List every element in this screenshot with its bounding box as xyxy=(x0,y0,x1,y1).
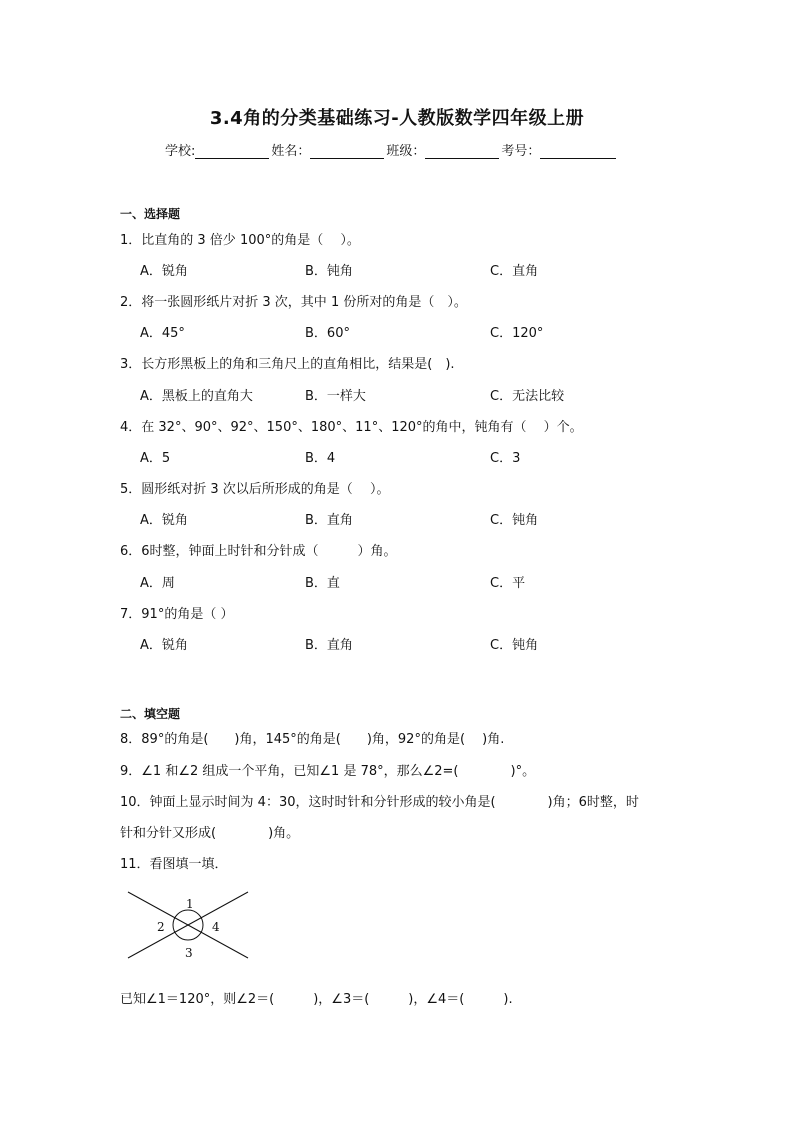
question-11: 11．看图填一填． xyxy=(120,857,228,872)
q3-option-b[interactable]: B．一样大 xyxy=(305,389,366,404)
question-9: 9．∠1 和∠2 组成一个平角，已知∠1 是 78°，那么∠2=( )°。 xyxy=(120,764,536,779)
q3-option-c[interactable]: C．无法比较 xyxy=(490,389,565,404)
section-heading-fill: 二、填空题 xyxy=(120,707,181,721)
name-label: 姓名： xyxy=(271,144,311,159)
q7-option-b[interactable]: B．直角 xyxy=(305,638,353,653)
question-4: 4．在 32°、90°、92°、150°、180°、11°、120°的角中，钝角有（ ）个。 xyxy=(120,420,583,435)
q4-option-c[interactable]: C．3 xyxy=(490,451,521,466)
section-heading-choice: 一、选择题 xyxy=(120,207,181,221)
question-10-line-1: 10．钟面上显示时间为 4：30，这时时针和分针形成的较小角是( )角；6时整，时 xyxy=(120,795,639,810)
q3-option-a[interactable]: A．黑板上的直角大 xyxy=(140,389,253,404)
question-1: 1．比直角的 3 倍少 100°的角是（ ）。 xyxy=(120,233,360,248)
q2-option-b[interactable]: B．60° xyxy=(305,326,350,341)
q1-option-a[interactable]: A．锐角 xyxy=(140,264,188,279)
q1-option-c[interactable]: C．直角 xyxy=(490,264,539,279)
angle-label-2: 2 xyxy=(157,920,165,934)
name-blank[interactable] xyxy=(310,144,384,159)
question-3: 3．长方形黑板上的角和三角尺上的直角相比，结果是( ). xyxy=(120,357,455,372)
class-label: 班级： xyxy=(386,144,426,159)
q6-option-c[interactable]: C．平 xyxy=(490,576,526,591)
question-11-answer-line: 已知∠1＝120°，则∠2＝( )，∠3＝( )，∠4＝( ). xyxy=(120,992,513,1007)
q5-option-b[interactable]: B．直角 xyxy=(305,513,353,528)
q6-option-a[interactable]: A．周 xyxy=(140,576,175,591)
q2-option-c[interactable]: C．120° xyxy=(490,326,544,341)
number-blank[interactable] xyxy=(540,144,616,159)
q5-option-c[interactable]: C．钝角 xyxy=(490,513,539,528)
page-title: 3.4角的分类基础练习-人教版数学四年级上册 xyxy=(209,108,585,129)
angle-label-1: 1 xyxy=(186,897,194,911)
question-7: 7．91°的角是（ ） xyxy=(120,607,234,622)
q4-option-b[interactable]: B．4 xyxy=(305,451,336,466)
question-10-line-2: 针和分针又形成( )角。 xyxy=(120,826,300,841)
q7-option-a[interactable]: A．锐角 xyxy=(140,638,188,653)
q7-option-c[interactable]: C．钝角 xyxy=(490,638,539,653)
intersecting-lines-figure xyxy=(120,884,260,966)
q6-option-b[interactable]: B．直 xyxy=(305,576,340,591)
class-blank[interactable] xyxy=(425,144,499,159)
q2-option-a[interactable]: A．45° xyxy=(140,326,185,341)
angle-label-4: 4 xyxy=(212,920,220,934)
question-2: 2．将一张圆形纸片对折 3 次，其中 1 份所对的角是（ ）。 xyxy=(120,295,467,310)
school-blank[interactable] xyxy=(195,144,269,159)
question-6: 6．6时整，钟面上时针和分针成（ ）角。 xyxy=(120,544,397,559)
question-8: 8．89°的角是( )角，145°的角是( )角，92°的角是( )角. xyxy=(120,732,505,747)
student-info-line xyxy=(165,140,618,159)
school-label: 学校: xyxy=(165,144,196,159)
q4-option-a[interactable]: A．5 xyxy=(140,451,171,466)
q1-option-b[interactable]: B．钝角 xyxy=(305,264,353,279)
angle-label-3: 3 xyxy=(185,946,193,960)
number-label: 考号： xyxy=(501,144,541,159)
question-5: 5．圆形纸对折 3 次以后所形成的角是（ ）。 xyxy=(120,482,390,497)
q5-option-a[interactable]: A．锐角 xyxy=(140,513,188,528)
